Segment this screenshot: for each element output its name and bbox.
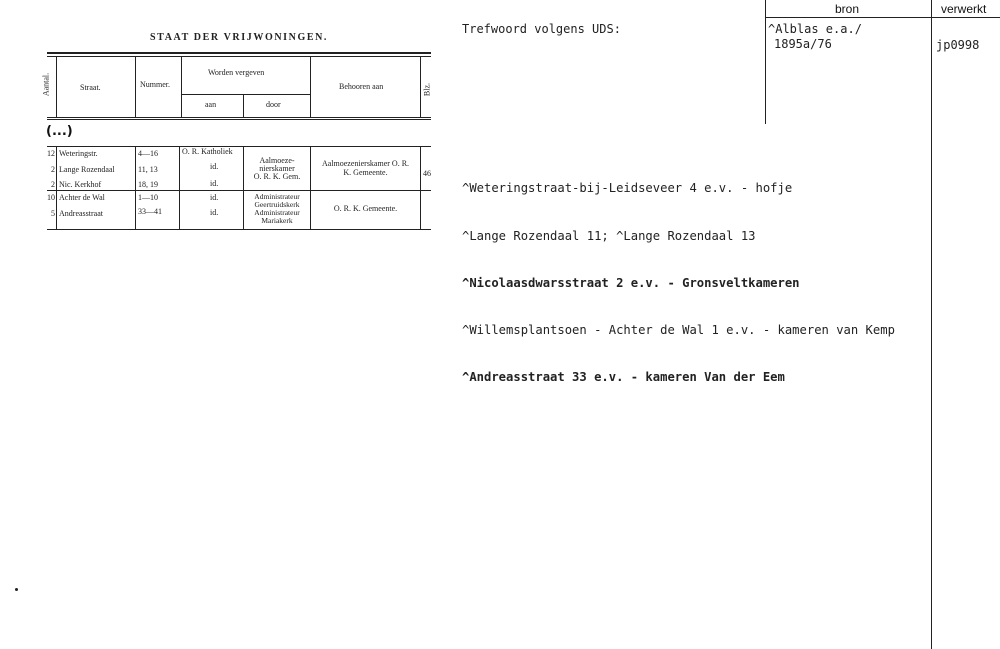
row-straat: Weteringstr. (59, 149, 98, 158)
body-col-line (420, 146, 421, 229)
behooren-group1-line: K. Gemeente. (343, 168, 388, 177)
door-group1-line: nierskamer (259, 164, 295, 173)
header-door: door (266, 100, 281, 109)
door-group2-line: Geertruidskerk (254, 200, 300, 209)
row-straat: Lange Rozendaal (59, 165, 115, 174)
row-nummer: 4—16 (138, 149, 158, 158)
row-aan: id. (210, 208, 219, 217)
bron-line: 1895a/76 (774, 37, 832, 51)
row-straat: Nic. Kerkhof (59, 180, 102, 189)
trefwoord-label: Trefwoord volgens UDS: (462, 22, 621, 36)
verwerkt-value: jp0998 (936, 38, 980, 52)
bron-line: ^Alblas e.a./ (768, 22, 862, 36)
verwerkt-label: verwerkt (941, 2, 987, 16)
hdr-col-line (56, 56, 57, 117)
hdr-col-line (135, 56, 136, 117)
behooren-group2: O. R. K. Gemeente. (333, 204, 398, 213)
bron-value (768, 22, 862, 52)
table-top-rule (47, 52, 431, 54)
header-blz: Blz. (422, 82, 432, 97)
keyword-entry: ^Weteringstraat-bij-Leidseveer 4 e.v. - hofje (462, 181, 793, 196)
keyword-entry: ^Andreasstraat 33 e.v. - kameren Van der Eem (462, 369, 785, 384)
header-behooren-aan: Behooren aan (339, 82, 384, 91)
hdr-col-line (243, 94, 244, 117)
header-bottom-rule-2 (47, 119, 431, 120)
row-aantal: 5 (51, 209, 55, 218)
row-straat: Andreasstraat (59, 209, 103, 218)
header-nummer: Nummer. (140, 80, 170, 89)
body-col-line (56, 146, 57, 229)
box-left-line (765, 0, 766, 124)
table-top-rule-2 (47, 56, 431, 57)
clipping-title: STAAT DER VRIJWONINGEN. (150, 32, 329, 43)
row-nummer: 33—41 (138, 207, 162, 216)
bron-label: bron (835, 2, 860, 16)
ellipsis-mark: (...) (46, 124, 73, 139)
keyword-entry: ^Nicolaasdwarsstraat 2 e.v. - Gronsveltkameren (462, 275, 800, 290)
hdr-col-line (181, 56, 182, 117)
stray-mark (15, 588, 18, 591)
behooren-group1-line: Aalmoezenierskamer O. R. (321, 159, 410, 168)
row-straat: Achter de Wal (59, 193, 105, 202)
row-nummer: 1—10 (138, 193, 158, 202)
header-aan: aan (205, 100, 217, 109)
keyword-entry: ^Willemsplantsoen - Achter de Wal 1 e.v. - kameren van Kemp (462, 322, 895, 337)
row-aantal: 2 (51, 180, 55, 189)
box-header-rule (765, 17, 1000, 18)
header-aantal: Aantal. (41, 72, 51, 97)
header-split-rule (182, 94, 310, 95)
row-aantal: 10 (47, 193, 55, 202)
keyword-entries (462, 150, 895, 401)
header-worden-vergeven: Worden vergeven (208, 68, 265, 77)
door-group2-line: Administrateur (254, 208, 300, 217)
body-col-line (135, 146, 136, 229)
blz-group1: 46 (423, 169, 431, 178)
door-group1-line: Aalmoeze- (259, 156, 295, 165)
hdr-col-line (420, 56, 421, 117)
door-group1-line: O. R. K. Gem. (253, 172, 301, 181)
body-col-line (310, 146, 311, 229)
hdr-col-line (310, 56, 311, 117)
door-group2-line: Mariakerk (261, 216, 293, 225)
keyword-entry: ^Lange Rozendaal 11; ^Lange Rozendaal 13 (462, 228, 756, 243)
row-aan: O. R. Katholiek (182, 147, 233, 156)
row-nummer: 18, 19 (138, 180, 158, 189)
row-aan: id. (210, 162, 219, 171)
row-aantal: 12 (47, 149, 55, 158)
box-divider-line (931, 0, 932, 649)
body-mid-rule (47, 190, 431, 191)
row-nummer: 11, 13 (138, 165, 158, 174)
header-straat: Straat. (80, 83, 101, 92)
body-bottom-rule (47, 229, 431, 230)
body-col-line (179, 146, 180, 229)
header-bottom-rule (47, 117, 431, 118)
row-aan: id. (210, 179, 219, 188)
row-aan: id. (210, 193, 219, 202)
row-aantal: 2 (51, 165, 55, 174)
door-group2-line: Administrateur (254, 192, 300, 201)
body-top-rule (47, 146, 431, 147)
